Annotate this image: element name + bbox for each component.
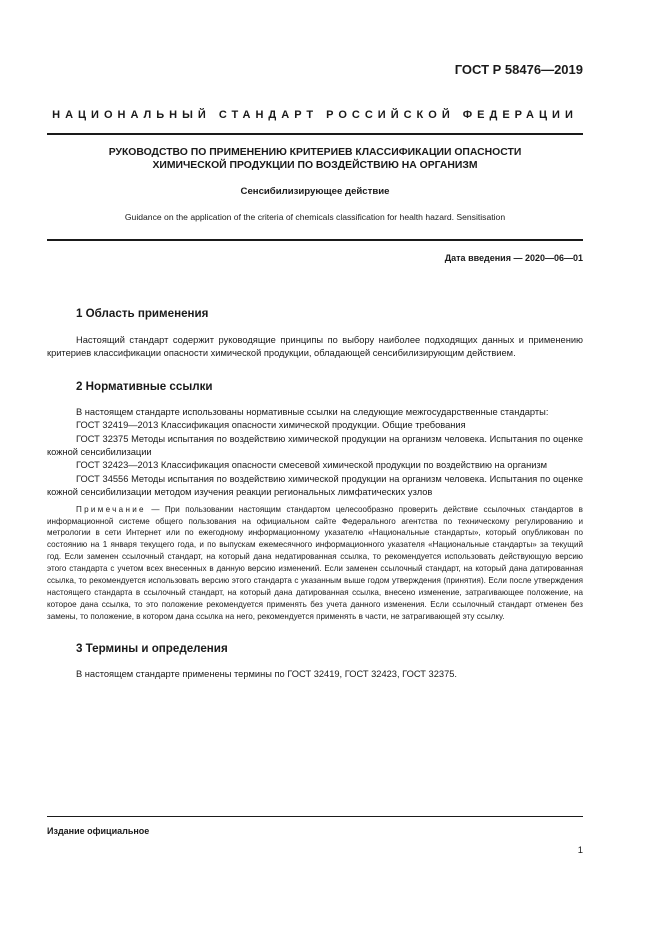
- reference-item: ГОСТ 32375 Методы испытания по воздействию химической продукции на организм человека. Испытания по оценке кожной сенсибилизации: [47, 433, 583, 458]
- document-body: [47, 307, 583, 681]
- section-2-intro: В настоящем стандарте использованы нормативные ссылки на следующие межгосударственные стандарты:: [76, 406, 549, 417]
- top-divider: [47, 133, 583, 135]
- title-line-2: ХИМИЧЕСКОЙ ПРОДУКЦИИ ПО ВОЗДЕЙСТВИЮ НА ОРГАНИЗМ: [152, 159, 478, 171]
- footer-divider: [47, 816, 583, 817]
- section-2-heading: 2 Нормативные ссылки: [76, 379, 213, 393]
- section-3-heading: 3 Термины и определения: [76, 641, 228, 655]
- reference-note: [47, 504, 583, 623]
- section-1-heading: 1 Область применения: [76, 307, 209, 320]
- section-1-paragraph: Настоящий стандарт содержит руководящие принципы по выбору наиболее подходящих данных и применению критериев классификации опасности химической продукции, обладающей сенсибилизирующим действием.: [47, 335, 583, 359]
- title-divider: [47, 239, 583, 241]
- official-edition-label: Издание официальное: [47, 826, 150, 836]
- reference-item: ГОСТ 34556 Методы испытания по воздействию химической продукции на организм человека. Испытания по оценке кожной сенсибилизации методом изучения реакции региональных лимфатических узлов: [47, 473, 583, 498]
- note-text: — При пользовании настоящим стандартом целесообразно проверить действие ссылочных стандартов в информационной системе общего пользования на официальном сайте Федерального агентства по техническому регулированию и метрологии в сети Интернет или по ежегодному информационному указателю «Национальные стандарты», который опубликован по состоянию на 1 января текущего года, и по выпускам ежемесячного информационного указателя «Национальные стандарты» за текущий год. Если заменен ссылочный стандарт, на который дана недатированная ссылка, то рекомендуется использовать действующую версию этого стандарта с учетом всех внесенных в данную версию изменений. Если заменен ссылочный стандарт, на который дана датированная ссылка, то рекомендуется использовать версию этого стандарта с указанным выше годом утверждения (принятия). Если после утверждения настоящего стандарта в ссылочный стандарт, на который дана датированная ссылка, внесено изменение, затрагивающее положение, на которое дана ссылка, то это положение рекомендуется применять без учета данного изменения. Если ссылочный стандарт отменен без замены, то положение, в котором дана ссылка на него, рекомендуется применять в части, не затрагивающей эту ссылку.: [47, 504, 583, 621]
- reference-item: ГОСТ 32419—2013 Классификация опасности химической продукции. Общие требования: [76, 420, 466, 431]
- section-3-paragraph: В настоящем стандарте применены термины по ГОСТ 32419, ГОСТ 32423, ГОСТ 32375.: [76, 668, 457, 679]
- document-number: ГОСТ Р 58476—2019: [454, 62, 583, 77]
- english-title: Guidance on the application of the criteria of chemicals classification for health hazard. Sensitisation: [124, 212, 506, 222]
- document-title: [47, 147, 583, 172]
- title-line-1: РУКОВОДСТВО ПО ПРИМЕНЕНИЮ КРИТЕРИЕВ КЛАССИФИКАЦИИ ОПАСНОСТИ: [108, 147, 522, 158]
- reference-item: ГОСТ 32423—2013 Классификация опасности смесевой химической продукции по воздействию на организм: [76, 460, 548, 471]
- national-standard-banner: НАЦИОНАЛЬНЫЙ СТАНДАРТ РОССИЙСКОЙ ФЕДЕРАЦИИ: [52, 109, 578, 121]
- date-introduced: Дата введения — 2020—06—01: [444, 253, 583, 263]
- page-number: 1: [577, 845, 583, 856]
- document-subtitle: Сенсибилизирующее действие: [240, 186, 390, 197]
- note-label: Примечание: [76, 504, 146, 514]
